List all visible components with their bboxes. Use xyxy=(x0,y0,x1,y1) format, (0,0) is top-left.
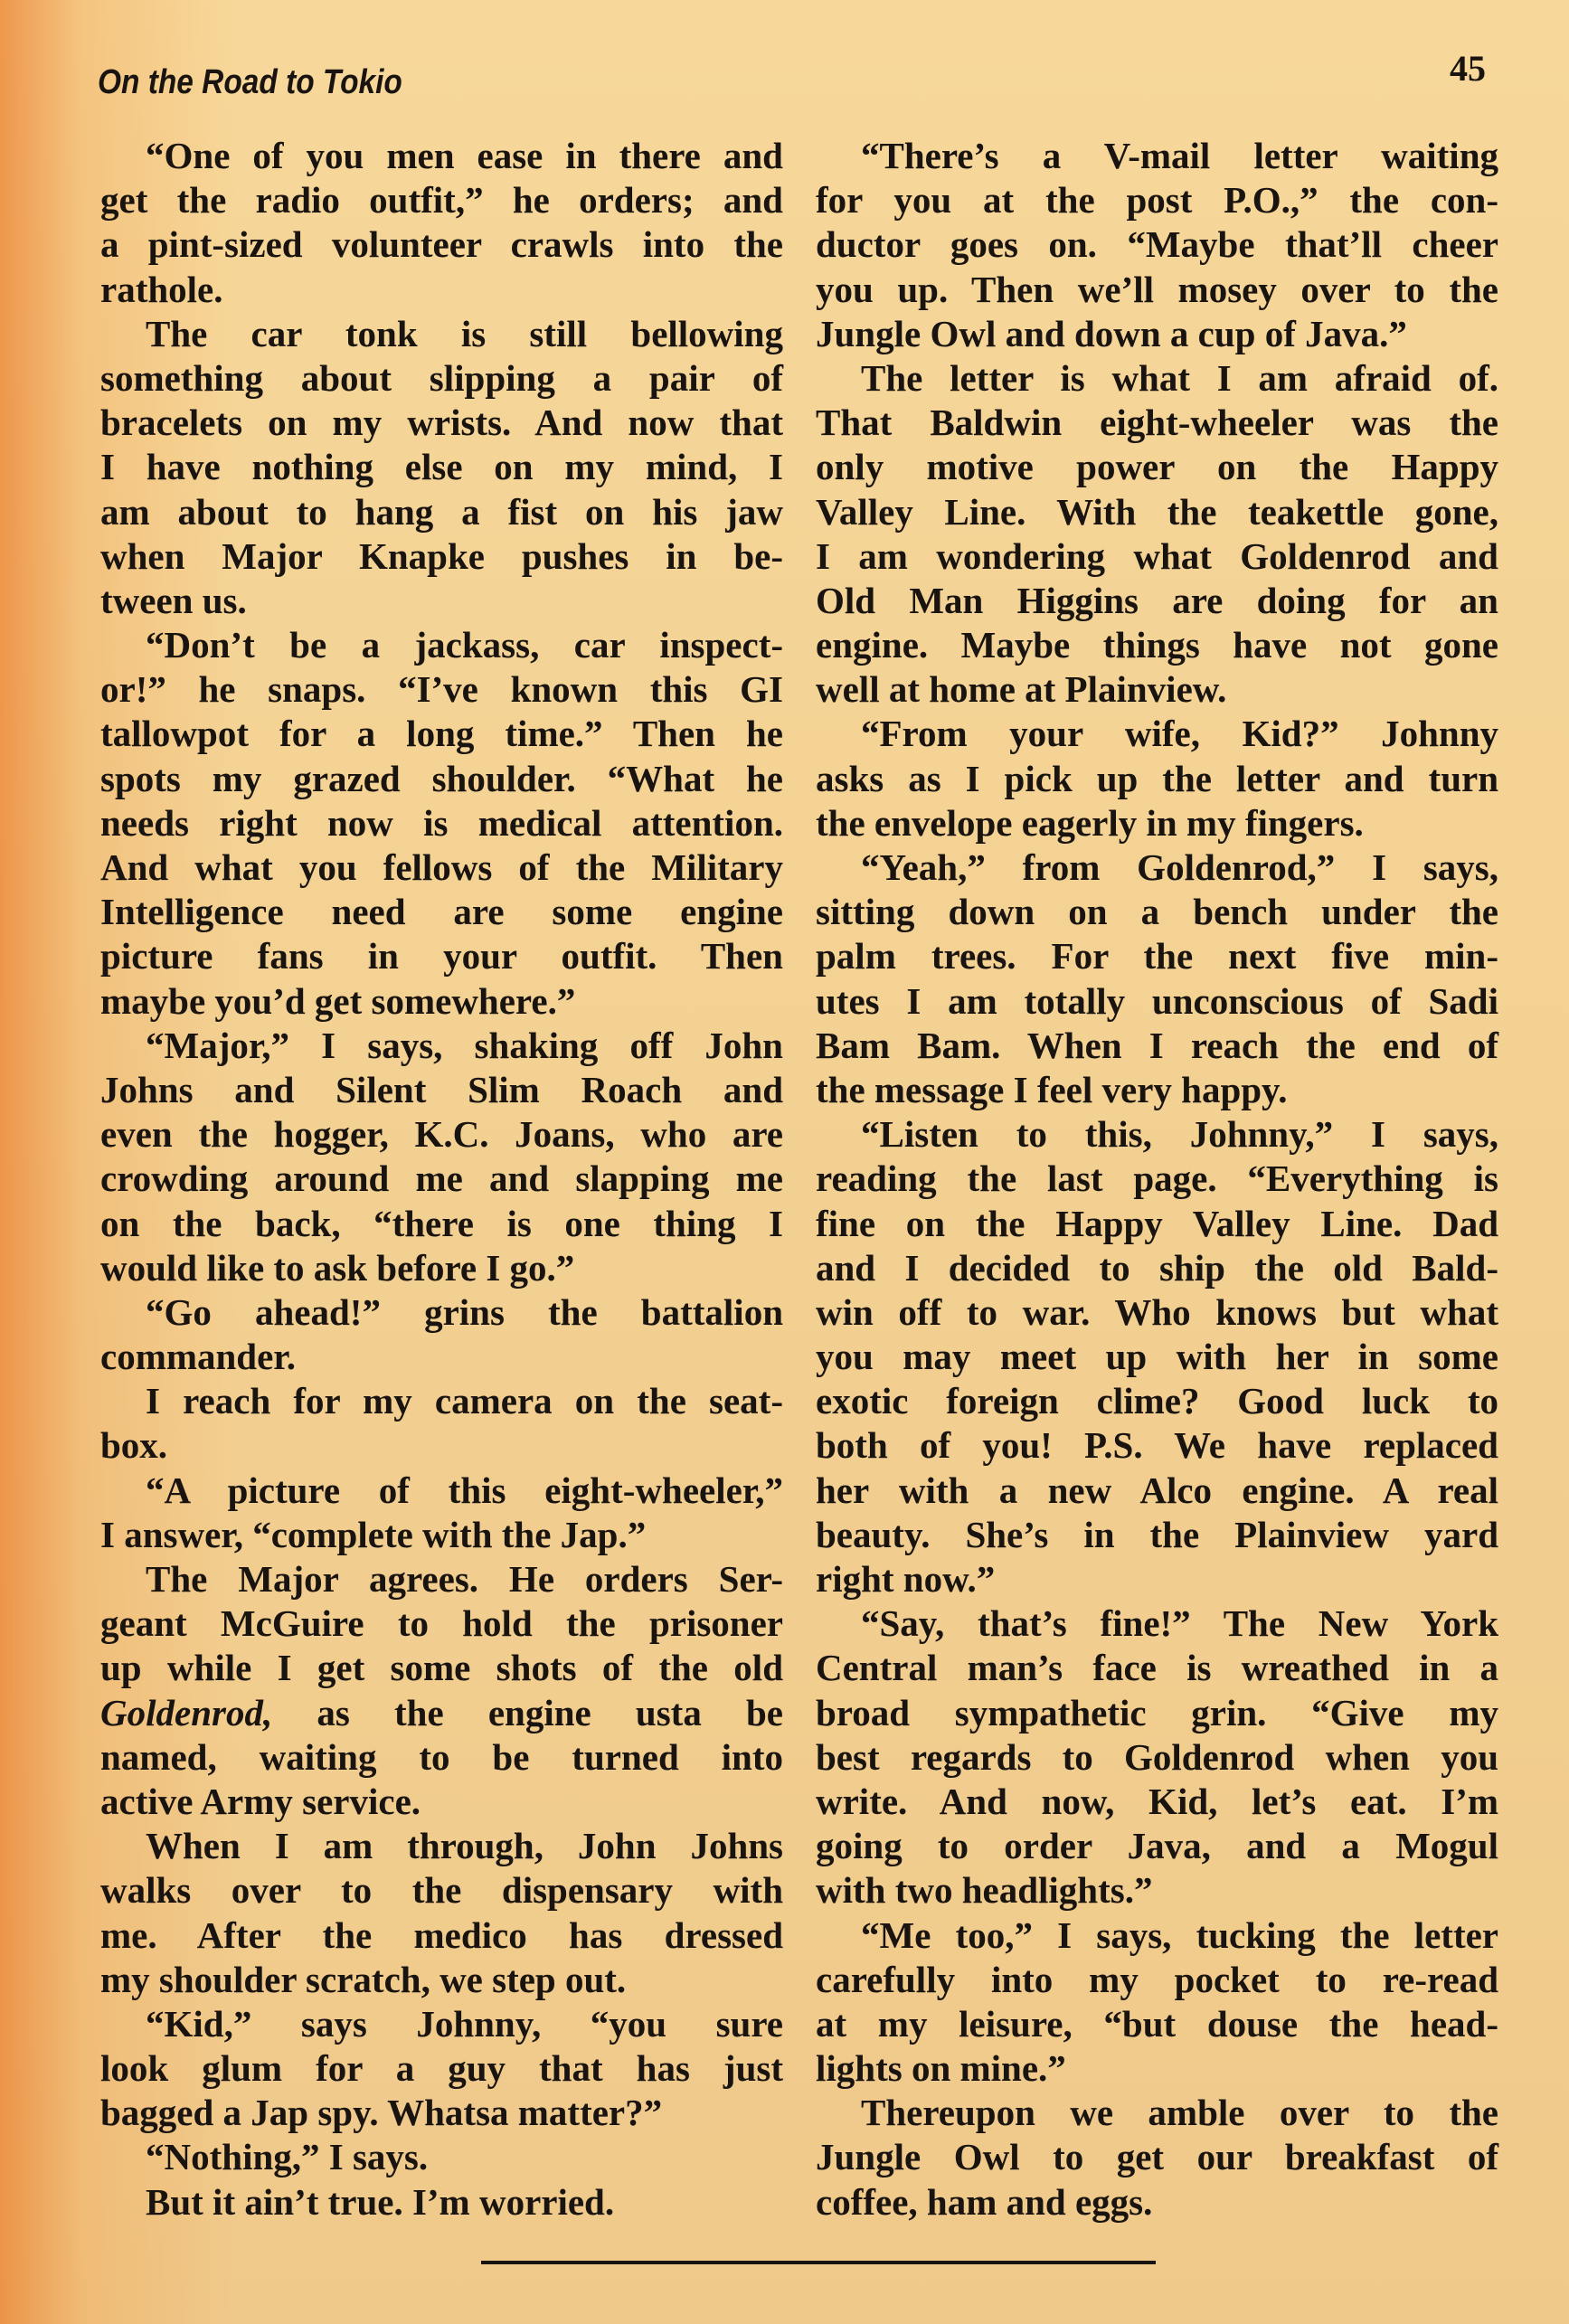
text-line: at my leisure, “but douse the head- xyxy=(816,2002,1498,2045)
text-line: picture fans in your outfit. Then xyxy=(100,935,783,978)
text-line: beauty. She’s in the Plainview yard xyxy=(816,1513,1498,1555)
text-line: right now.” xyxy=(816,1558,996,1600)
text-line: “Say, that’s fine!” The New York xyxy=(861,1602,1498,1645)
text-line: palm trees. For the next five min- xyxy=(816,935,1498,978)
text-line: Central man’s face is wreathed in a xyxy=(816,1647,1498,1689)
text-line: The car tonk is still bellowing xyxy=(146,312,783,354)
text-line: you up. Then we’ll mosey over to the xyxy=(816,268,1498,310)
text-line: tallowpot for a long time.” Then he xyxy=(100,713,783,755)
paragraph xyxy=(816,1601,1498,1913)
text-line: “A picture of this eight-wheeler,” xyxy=(146,1469,783,1511)
text-line: “Nothing,” I says. xyxy=(146,2136,429,2178)
text-line: well at home at Plainview. xyxy=(816,668,1227,711)
text-line: geant McGuire to hold the prisoner xyxy=(100,1602,783,1645)
text-line: best regards to Goldenrod when you xyxy=(816,1735,1498,1778)
text-line: “Me too,” I says, tucking the letter xyxy=(861,1913,1498,1956)
paragraph xyxy=(100,2180,783,2225)
paragraph xyxy=(100,1379,783,1468)
paragraph xyxy=(816,2091,1498,2225)
left-column xyxy=(100,134,783,2225)
text-line: Jungle Owl to get our breakfast of xyxy=(816,2136,1498,2178)
text-line: or!” he snaps. “I’ve known this GI xyxy=(100,668,783,711)
text-line: needs right now is medical attention. xyxy=(100,801,783,844)
text-line: for you at the post P.O.,” the con- xyxy=(816,179,1498,222)
text-line: “Major,” I says, shaking off John xyxy=(146,1024,783,1066)
paragraph xyxy=(100,1290,783,1379)
text-line: get the radio outfit,” he orders; and xyxy=(100,179,783,222)
text-line: utes I am totally unconscious of Sadi xyxy=(816,979,1498,1022)
line-rest: as the engine usta be xyxy=(272,1691,783,1734)
paragraph xyxy=(100,623,783,1024)
text-line: I am wondering what Goldenrod and xyxy=(816,534,1498,577)
text-line: The letter is what I am afraid of. xyxy=(861,356,1498,399)
paragraph xyxy=(816,712,1498,846)
text-line: box. xyxy=(100,1424,168,1467)
text-line: Intelligence need are some engine xyxy=(100,891,783,933)
text-line: fine on the Happy Valley Line. Dad xyxy=(816,1202,1498,1244)
text-line: asks as I pick up the letter and turn xyxy=(816,757,1498,799)
paragraph xyxy=(816,1913,1498,2092)
page-number: 45 xyxy=(1450,48,1486,89)
text-line: bracelets on my wrists. And now that xyxy=(100,402,783,444)
text-line: reading the last page. “Everything is xyxy=(816,1157,1498,1200)
paragraph xyxy=(100,2135,783,2179)
text-line: Johns and Silent Slim Roach and xyxy=(100,1068,783,1110)
text-line: And what you fellows of the Military xyxy=(100,846,783,888)
text-line: “Go ahead!” grins the battalion xyxy=(146,1290,783,1333)
text-line: the message I feel very happy. xyxy=(816,1068,1288,1110)
text-line: carefully into my pocket to re-read xyxy=(816,1958,1498,2000)
text-line: look glum for a guy that has just xyxy=(100,2047,783,2090)
text-line: you may meet up with her in some xyxy=(816,1336,1498,1378)
text-line: tween us. xyxy=(100,579,247,621)
text-line: maybe you’d get somewhere.” xyxy=(100,979,576,1022)
running-title: On the Road to Tokio xyxy=(98,63,402,101)
text-line: “From your wife, Kid?” Johnny xyxy=(861,713,1498,755)
italic-engine-name: Goldenrod, xyxy=(100,1691,273,1734)
text-line: “Kid,” says Johnny, “you sure xyxy=(146,2002,783,2045)
text-line: rathole. xyxy=(100,268,223,310)
paragraph xyxy=(816,846,1498,1112)
text-line: “One of you men ease in there and xyxy=(146,135,783,176)
text-line: am about to hang a fist on his jaw xyxy=(100,490,783,533)
paragraph xyxy=(100,134,783,312)
right-column xyxy=(816,134,1498,2225)
paragraph xyxy=(100,312,783,623)
text-line: with two headlights.” xyxy=(816,1869,1153,1912)
text-line: on the back, “there is one thing I xyxy=(100,1202,783,1244)
text-line: her with a new Alco engine. A real xyxy=(816,1469,1498,1511)
text-line: “There’s a V-mail letter waiting xyxy=(861,135,1498,176)
text-line: exotic foreign clime? Good luck to xyxy=(816,1380,1498,1422)
paragraph xyxy=(816,134,1498,356)
text-line: something about slipping a pair of xyxy=(100,356,783,399)
text-line: a pint-sized volunteer crawls into the xyxy=(100,223,783,266)
text-line: would like to ask before I go.” xyxy=(100,1246,575,1289)
text-line: only motive power on the Happy xyxy=(816,446,1498,488)
text-line: even the hogger, K.C. Joans, who are xyxy=(100,1113,783,1156)
text-line: “Listen to this, Johnny,” I says, xyxy=(861,1113,1498,1156)
text-line: Valley Line. With the teakettle gone, xyxy=(816,490,1498,533)
text-line: I have nothing else on my mind, I xyxy=(100,446,783,488)
text-line: Bam Bam. When I reach the end of xyxy=(816,1024,1498,1066)
text-line: engine. Maybe things have not gone xyxy=(816,624,1498,666)
text-line: “Don’t be a jackass, car inspect- xyxy=(146,624,783,666)
paragraph xyxy=(816,356,1498,713)
text-line: ductor goes on. “Maybe that’ll cheer xyxy=(816,223,1498,266)
text-line: sitting down on a bench under the xyxy=(816,891,1498,933)
text-line: I reach for my camera on the seat- xyxy=(146,1380,783,1422)
paragraph xyxy=(100,1824,783,2002)
text-line: Jungle Owl and down a cup of Java.” xyxy=(816,312,1407,354)
text-line: up while I get some shots of the old xyxy=(100,1647,783,1689)
text-line: The Major agrees. He orders Ser- xyxy=(146,1558,783,1600)
text-line: coffee, ham and eggs. xyxy=(816,2180,1153,2223)
text-line: going to order Java, and a Mogul xyxy=(816,1825,1498,1867)
text-line: When I am through, John Johns xyxy=(146,1825,783,1867)
end-rule-divider xyxy=(481,2261,1156,2264)
text-line: Thereupon we amble over to the xyxy=(861,2092,1498,2134)
text-line: write. And now, Kid, let’s eat. I’m xyxy=(816,1780,1498,1822)
text-line: walks over to the dispensary with xyxy=(100,1869,783,1912)
text-line: and I decided to ship the old Bald- xyxy=(816,1246,1498,1289)
text-line: broad sympathetic grin. “Give my xyxy=(816,1691,1498,1734)
text-line xyxy=(100,1691,783,1735)
text-line: active Army service. xyxy=(100,1780,421,1822)
text-line: spots my grazed shoulder. “What he xyxy=(100,757,783,799)
text-line: lights on mine.” xyxy=(816,2047,1066,2090)
text-line: when Major Knapke pushes in be- xyxy=(100,534,783,577)
paragraph xyxy=(100,1024,783,1290)
text-line: commander. xyxy=(100,1336,296,1378)
text-line: both of you! P.S. We have replaced xyxy=(816,1424,1498,1467)
paragraph xyxy=(100,1469,783,1557)
text-line: me. After the medico has dressed xyxy=(100,1913,783,1956)
paragraph xyxy=(100,1557,783,1824)
text-line: But it ain’t true. I’m worried. xyxy=(146,2180,615,2223)
text-line: the envelope eagerly in my fingers. xyxy=(816,801,1364,844)
text-line: That Baldwin eight-wheeler was the xyxy=(816,402,1498,444)
paragraph xyxy=(100,2002,783,2136)
paragraph xyxy=(816,1112,1498,1601)
text-line: bagged a Jap spy. Whatsa matter?” xyxy=(100,2092,663,2134)
text-line: my shoulder scratch, we step out. xyxy=(100,1958,627,2000)
text-line: crowding around me and slapping me xyxy=(100,1157,783,1200)
text-line: Old Man Higgins are doing for an xyxy=(816,579,1498,621)
text-line: I answer, “complete with the Jap.” xyxy=(100,1513,647,1555)
text-line: named, waiting to be turned into xyxy=(100,1735,783,1778)
text-line: win off to war. Who knows but what xyxy=(816,1290,1498,1333)
text-line: “Yeah,” from Goldenrod,” I says, xyxy=(861,846,1498,888)
